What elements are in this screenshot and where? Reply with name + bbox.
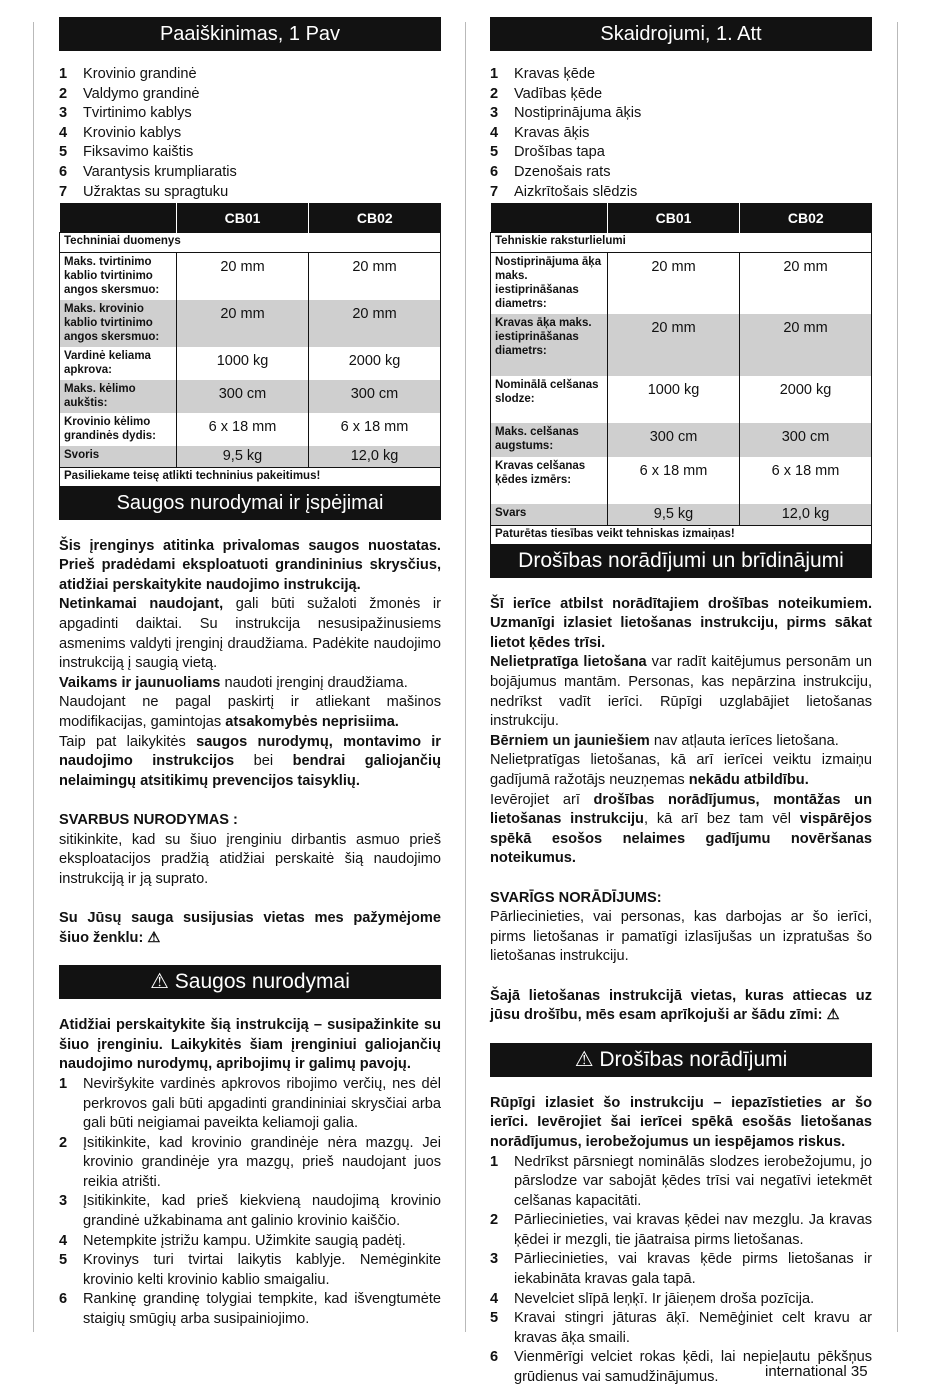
table-note: Pasiliekame teisę atlikti techninius pakeitimus! xyxy=(60,467,441,486)
safety-title: Drošības norādījumi un brīdinājumi xyxy=(490,544,872,578)
list-item: 6 Rankinę grandinę tolygiai tempkite, kad išvengtumėte staigių smūgių arba susipainiojimo. xyxy=(59,1291,441,1328)
table-row: Vardinė keliama apkrova: 1000 kg 2000 kg xyxy=(60,347,441,380)
table-row: Maks. krovinio kablio tvirtinimo angos skersmuo: 20 mm 20 mm xyxy=(60,300,441,347)
list-item: 2 Pārliecinieties, vai kravas ķēdei nav mezglu. Ja kravas ķēdei ir mezgli, tie jāatraisa pirms lietošanas. xyxy=(490,1212,872,1248)
list-item: 6 Varantysis krumpliaratis xyxy=(59,163,237,180)
parts-title: Paaiškinimas, 1 Pav xyxy=(59,17,441,51)
list-item: 1 Kravas ķēde xyxy=(490,66,596,82)
instructions: Atidžiai perskaitykite šią instrukciją – susipažinkite su šiuo įrenginiu. Laikykitės šiam įrenginiui galiojančių naudojimo nurodymų, apribojimų ir galimų pavojų. 1 Neviršykite vardinės apkrovos ribojimo verčių, nes dėl perkrovos gali būti apgadinti grandininiai skrysčiai arba gali būti neigiamai paveikta keliamoji galia. 2 Įsitikinkite, kad krovinio grandinėje nėra mazgų. Jei krovinio grandinėje yra mazgų, prieš naudojant juos reikia atrišti. 3 Įsitikinkite, kad prieš kiekvieną naudojimą krovinio grandinė užkabinama ant galinio krovinio kaiščio. 4 Netempkite įstrižu kampu. Užimkite saugią padėtį. 5 Krovinys turi tvirtai laikytis kablyje. Nemėginkite krovinio kelti krovinio kablio smaigaliu. 6 Rankinę grandinę tolygiai tempkite, kad išvengtumėte staigių smūgių arba susipainiojimo. xyxy=(59,1016,441,1330)
symbol-note: Su Jūsų sauga susijusias vietas mes pažymėjome šiuo ženklu: ⚠ xyxy=(59,909,441,946)
list-item: 6 Vienmērīgi velciet rokas ķēdi, lai nepieļautu pēkšņus grūdienus vai samudžinājumus. xyxy=(490,1349,872,1386)
table-row: Kravas āķa maks. iestiprināšanas diametrs: 20 mm 20 mm xyxy=(491,314,872,376)
spec-table xyxy=(59,203,441,486)
list-item: 2 Įsitikinkite, kad krovinio grandinėje nėra mazgų. Jei krovinio grandinėje yra mazgų, prieš naudojant juos reikia atrišti. xyxy=(59,1134,441,1190)
symbol-note: Šajā lietošanas instrukcijā vietas, kuras attiecas uz jūsu drošību, mēs esam aprīkojuši ar šādu zīmi: ⚠ xyxy=(490,987,872,1024)
table-row: Maks. celšanas augstums: 300 cm 300 cm xyxy=(491,423,872,457)
table-row: Maks. tvirtinimo kablio tvirtinimo angos skersmuo: 20 mm 20 mm xyxy=(60,253,441,301)
list-item: 2 Vadības ķēde xyxy=(490,85,603,102)
list-item: 4 Nevelciet slīpā leņķī. Ir jāieņem droša pozīcija. xyxy=(490,1290,815,1307)
list-item: 4 Netempkite įstrižu kampu. Užimkite saugią padėtį. xyxy=(59,1232,406,1249)
table-row: Nostiprinājuma āķa maks. iestiprināšanas diametrs: 20 mm 20 mm xyxy=(491,253,872,315)
col-header: CB02 xyxy=(740,203,872,233)
list-item: 1 Krovinio grandinė xyxy=(59,66,197,82)
page-footer: international 35 xyxy=(765,1363,868,1380)
page-right-margin-rule xyxy=(897,22,898,1332)
instructions-title: ⚠ Saugos nurodymai xyxy=(59,965,441,999)
list-item: 3 Nostiprinājuma āķis xyxy=(490,105,642,122)
list-item: 7 Aizkrītošais slēdzis xyxy=(490,183,638,200)
list-item: 5 Krovinys turi tvirtai laikytis kablyje. Nemėginkite krovinio kelti krovinio kablio smaigaliu. xyxy=(59,1252,441,1288)
list-item: 3 Įsitikinkite, kad prieš kiekvieną naudojimą krovinio grandinė užkabinama ant galinio krovinio kaiščio. xyxy=(59,1193,441,1230)
list-item: 4 Krovinio kablys xyxy=(59,124,182,141)
list-item: 3 Tvirtinimo kablys xyxy=(59,105,192,122)
spec-table xyxy=(490,203,872,544)
safety-text: Šī ierīce atbilst norādītajiem drošības noteikumiem. Uzmanīgi izlasiet lietošanas instrukciju, pirms sākat lietot ķēdes trīsi. Nelietpratīga lietošana var radīt kaitējumus personām un bojājumus mantām. Personas, kas nepārzina instrukciju, nedrīkst vadīt ierīci. Rūpīgi uzglabājiet lietošanas instrukciju. Bērniem un jauniešiem nav atļauta ierīces lietošana. Nelietpratīgas lietošanas, kā arī ierīcei veiktu izmaiņu gadījumā ražotājs neuzņemas nekādu atbildību. Ievērojiet arī drošības norādījumus, montāžas un lietošanas instrukciju, kā arī bez tam vēl vispārējos spēkā esošos nelaimes gadījumu novēršanas noteikumus. SVARĪGS NORĀDĪJUMS: Pārliecinieties, vai personas, kas darbojas ar šo ierīci, pirms lietošanas ir pamatīgi izlasījušas un izpratušas šo lietošanas instrukciju. Šajā lietošanas instrukcijā vietas, kuras attiecas uz jūsu drošību, mēs esam aprīkojuši ar šādu zīmi: ⚠ xyxy=(490,595,872,1026)
list-item: 3 Pārliecinieties, vai kravas ķēde pirms lietošanas ir iekabināta kravas gala tapā. xyxy=(490,1251,872,1288)
safety-title: Saugos nurodymai ir įspėjimai xyxy=(59,486,441,520)
parts-list xyxy=(59,65,441,202)
list-item: 4 Kravas āķis xyxy=(490,124,590,141)
list-item: 5 Kravai stingri jāturas āķī. Nemēģiniet celt kravu ar kravas āķa smaili. xyxy=(490,1310,872,1346)
page-left-margin-rule xyxy=(33,22,34,1332)
list-item: 6 Dzenošais rats xyxy=(490,163,611,180)
left-column-lt xyxy=(59,17,441,1330)
important-title: SVARĪGS NORĀDĪJUMS: xyxy=(490,889,662,906)
list-item: 2 Valdymo grandinė xyxy=(59,85,200,102)
table-row: Kravas celšanas ķēdes izmērs: 6 x 18 mm 6 x 18 mm xyxy=(491,457,872,504)
table-row: Nominālā celšanas slodze: 1000 kg 2000 kg xyxy=(491,376,872,423)
table-note: Paturētas tiesības veikt tehniskas izmaiņas! xyxy=(491,525,872,544)
parts-title: Skaidrojumi, 1. Att xyxy=(490,17,872,51)
table-row: Svoris 9,5 kg 12,0 kg xyxy=(60,446,441,467)
table-row: Krovinio kėlimo grandinės dydis: 6 x 18 mm 6 x 18 mm xyxy=(60,413,441,446)
table-section: Techniniai duomenys xyxy=(60,233,441,253)
list-item: 1 Neviršykite vardinės apkrovos ribojimo verčių, nes dėl perkrovos gali būti apgadinti grandininiai skrysčiai arba gali būti neigiamai paveikta keliamoji galia. xyxy=(59,1075,441,1132)
table-row: Maks. kėlimo aukštis: 300 cm 300 cm xyxy=(60,380,441,413)
instructions-title: ⚠ Drošības norādījumi xyxy=(490,1043,872,1077)
col-header: CB01 xyxy=(177,203,309,233)
important-title: SVARBUS NURODYMAS : xyxy=(59,811,238,828)
table-section: Tehniskie raksturlielumi xyxy=(491,233,872,253)
list-item: 5 Drošības tapa xyxy=(490,144,605,161)
parts-list xyxy=(490,65,872,202)
list-item: 7 Užraktas su spragtuku xyxy=(59,183,229,200)
list-item: 5 Fiksavimo kaištis xyxy=(59,144,194,161)
page-center-rule xyxy=(465,22,466,1332)
list-item: 1 Nedrīkst pārsniegt nominālās slodzes ierobežojumu, jo pārslodze var sabojāt ķēdes trīsi vai negatīvi ietekmēt celšanas kapacitāti. xyxy=(490,1153,872,1209)
right-column-lv xyxy=(490,17,872,1388)
col-header: CB02 xyxy=(308,203,440,233)
safety-text: Šis įrenginys atitinka privalomas saugos nuostatas. Prieš pradėdami eksploatuoti grandininius skrysčius, atidžiai perskaitykite naudojimo instrukciją. Netinkamai naudojant, gali būti sužaloti žmonės ir apgadinti daiktai. Su instrukcija nesusipažinusiems asmenims valdyti įrenginį draudžiama. Padėkite naudojimo instrukciją į saugią vietą. Vaikams ir jaunuoliams naudoti įrenginį draudžiama. Naudojant ne pagal paskirtį ir atliekant mašinos modifikacijas, gamintojas atsakomybės neprisiima. Taip pat laikykitės saugos nurodymų, montavimo ir naudojimo instrukcijos bei bendrai galiojančių nelaimingų atsitikimų prevencijos taisyklių. SVARBUS NURODYMAS : sitikinkite, kad su šiuo įrenginiu dirbantis asmuo prieš eksploatacijos pradžią atidžiai perskaitė šią naudojimo instrukciją ir ją suprato. Su Jūsų sauga susijusias vietas mes pažymėjome šiuo ženklu: ⚠ xyxy=(59,537,441,948)
col-header: CB01 xyxy=(608,203,740,233)
table-row: Svars 9,5 kg 12,0 kg xyxy=(491,504,872,525)
instructions: Rūpīgi izlasiet šo instrukciju – iepazīstieties ar šo ierīci. Ievērojiet šai ierīcei spēkā esošās lietošanas norādījumus, ierobežojumus un iespējamos riskus. 1 Nedrīkst pārsniegt nominālās slodzes ierobežojumu, jo pārslodze var sabojāt ķēdes trīsi vai negatīvi ietekmēt celšanas kapacitāti. 2 Pārliecinieties, vai kravas ķēdei nav mezglu. Ja kravas ķēdei ir mezgli, tie jāatraisa pirms lietošanas. 3 Pārliecinieties, vai kravas ķēde pirms lietošanas ir iekabināta kravas gala tapā. 4 Nevelciet slīpā leņķī. Ir jāieņem droša pozīcija. 5 Kravai stingri jāturas āķī. Nemēģiniet celt kravu ar kravas āķa smaili. 6 Vienmērīgi velciet rokas ķēdi, lai nepieļautu pēkšņus grūdienus vai samudžinājumus. xyxy=(490,1094,872,1388)
